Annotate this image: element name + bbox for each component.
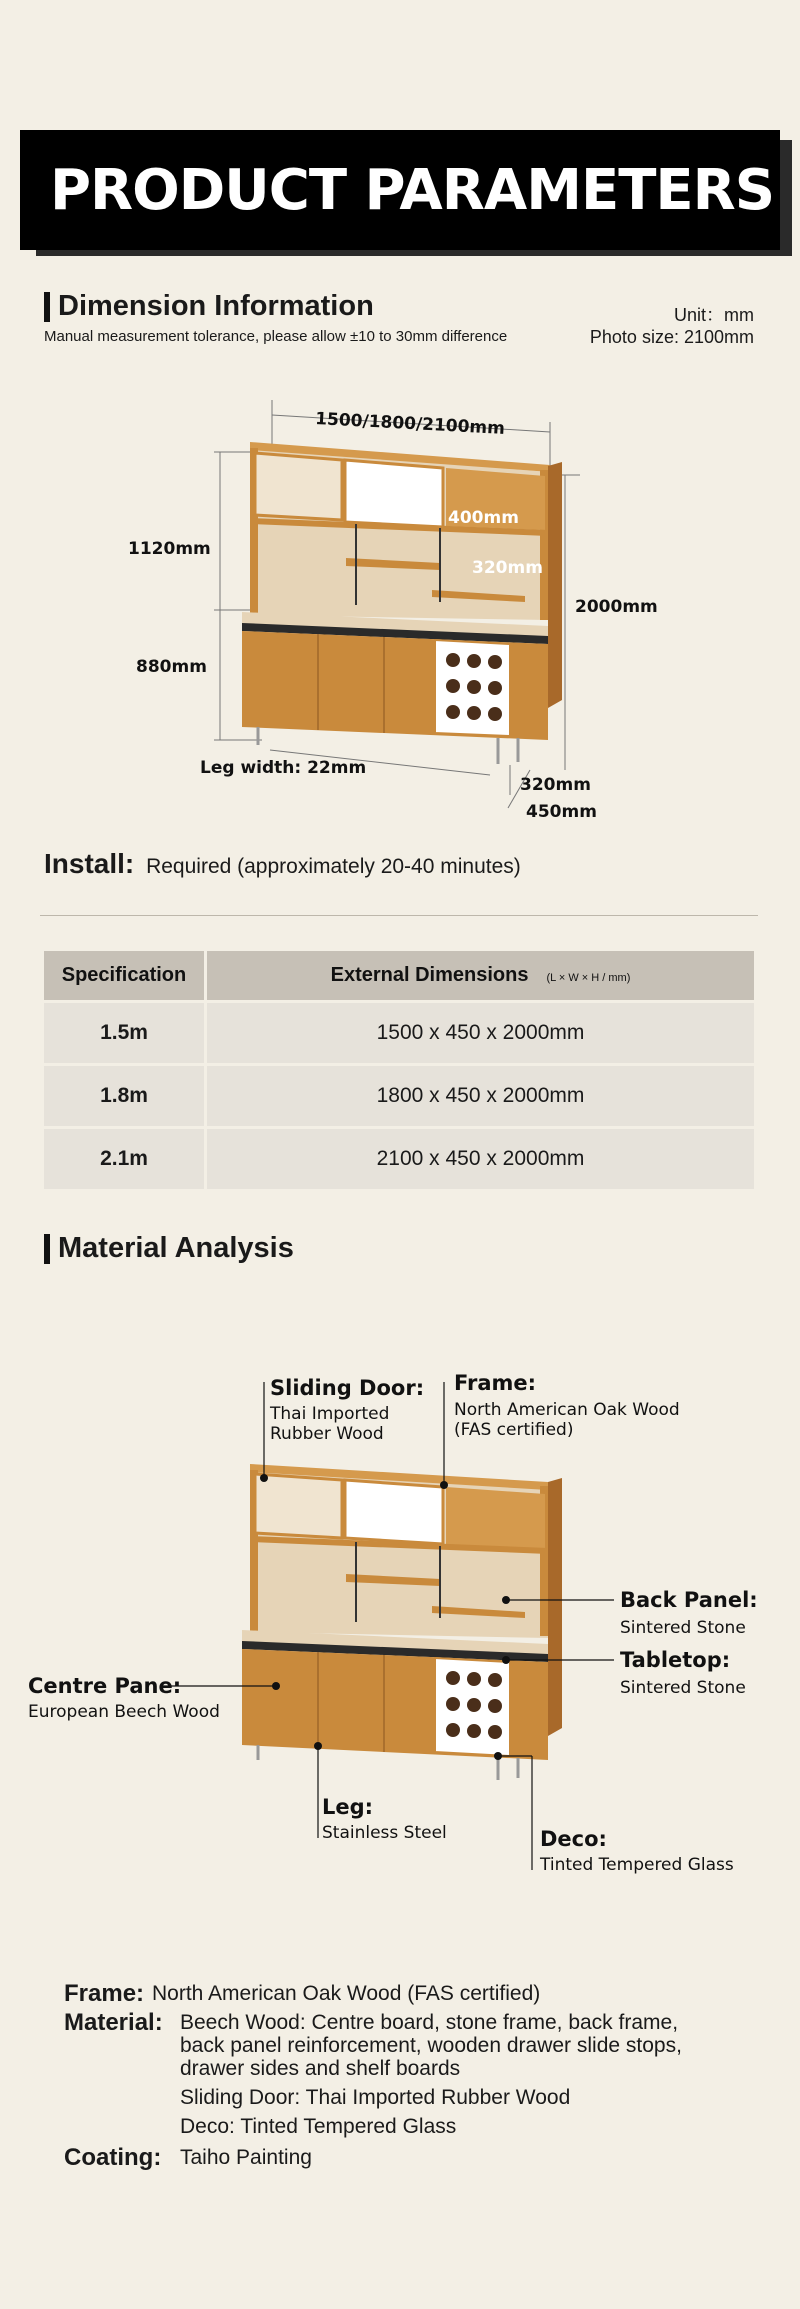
header-banner bbox=[20, 130, 780, 250]
material-section-heading bbox=[44, 1232, 294, 1265]
upper-height-label: 1120mm bbox=[128, 539, 211, 559]
spec-cell: 1.5m bbox=[44, 1002, 206, 1065]
material-details bbox=[64, 1982, 682, 2175]
dimension-title: Dimension Information bbox=[58, 290, 374, 322]
dimension-diagram bbox=[0, 390, 800, 830]
photo-size-text: Photo size: 2100mm bbox=[589, 327, 754, 347]
total-height-label: 2000mm bbox=[575, 597, 658, 617]
tolerance-note: Manual measurement tolerance, please allow ±10 to 30mm difference bbox=[44, 328, 508, 345]
callout-frame-title: Frame: bbox=[454, 1371, 537, 1395]
material-title: Material Analysis bbox=[58, 1232, 294, 1264]
callout-back-panel-text: Sintered Stone bbox=[620, 1618, 746, 1638]
material-text bbox=[180, 2011, 682, 2080]
cabinet-illustration bbox=[242, 442, 562, 764]
dimensions-header-sub: (L × W × H / mm) bbox=[546, 972, 631, 984]
material-line3: drawer sides and shelf boards bbox=[180, 2057, 461, 2080]
unit-text: Unit：mm bbox=[674, 305, 754, 325]
table-row bbox=[44, 1128, 754, 1190]
callout-centre-pane-text: European Beech Wood bbox=[28, 1702, 220, 1722]
install-info bbox=[44, 848, 521, 880]
material-row bbox=[64, 2011, 682, 2080]
callout-deco-text: Tinted Tempered Glass bbox=[540, 1855, 734, 1875]
install-text: Required (approximately 20-40 minutes) bbox=[146, 855, 521, 878]
callout-centre-pane-title: Centre Pane: bbox=[28, 1674, 182, 1698]
frame-row bbox=[64, 1982, 682, 2005]
callout-sliding-door-title: Sliding Door: bbox=[270, 1376, 425, 1400]
shelf-height-label: 400mm bbox=[448, 508, 519, 528]
table-row bbox=[44, 1002, 754, 1065]
heading-bar bbox=[44, 292, 50, 322]
divider bbox=[40, 915, 758, 916]
dimension-section-heading bbox=[44, 290, 374, 323]
sliding-door-line: Sliding Door: Thai Imported Rubber Wood bbox=[180, 2086, 571, 2109]
cabinet-illustration-2 bbox=[242, 1464, 562, 1780]
material-line1: Beech Wood: Centre board, stone frame, back frame, bbox=[180, 2011, 679, 2034]
dims-cell: 1800 x 450 x 2000mm bbox=[206, 1065, 755, 1128]
callout-back-panel-title: Back Panel: bbox=[620, 1588, 758, 1612]
coating-label: Coating: bbox=[64, 2144, 162, 2171]
callout-sliding-door-line1: Thai Imported bbox=[270, 1404, 390, 1424]
page-title: PRODUCT PARAMETERS bbox=[50, 158, 775, 223]
spec-cell: 2.1m bbox=[44, 1128, 206, 1190]
shelf-depth-label: 320mm bbox=[472, 558, 543, 578]
callout-frame-line1: North American Oak Wood bbox=[454, 1400, 680, 1420]
upper-depth-label: 320mm bbox=[520, 775, 591, 795]
frame-label: Frame: bbox=[64, 1980, 145, 2007]
dims-cell: 2100 x 450 x 2000mm bbox=[206, 1128, 755, 1190]
spec-cell: 1.8m bbox=[44, 1065, 206, 1128]
callout-tabletop-title: Tabletop: bbox=[620, 1648, 731, 1672]
frame-text: North American Oak Wood (FAS certified) bbox=[152, 1982, 541, 2005]
lower-depth-label: 450mm bbox=[526, 802, 597, 822]
table-row bbox=[44, 1065, 754, 1128]
lower-height-label: 880mm bbox=[136, 657, 207, 677]
spec-table bbox=[44, 951, 754, 1189]
unit-info bbox=[590, 304, 754, 348]
coating-text: Taiho Painting bbox=[180, 2146, 312, 2169]
callout-frame-line2: (FAS certified) bbox=[454, 1420, 574, 1440]
material-diagram bbox=[0, 1360, 800, 1900]
install-label: Install: bbox=[44, 848, 135, 879]
width-label: 1500/1800/2100mm bbox=[314, 409, 506, 439]
spec-header: Specification bbox=[44, 951, 206, 1002]
dims-cell: 1500 x 450 x 2000mm bbox=[206, 1002, 755, 1065]
callout-sliding-door-line2: Rubber Wood bbox=[270, 1424, 384, 1444]
material-line2: back panel reinforcement, wooden drawer slide stops, bbox=[180, 2034, 682, 2057]
callout-deco-title: Deco: bbox=[540, 1827, 607, 1851]
dimensions-header bbox=[206, 951, 755, 1002]
deco-line: Deco: Tinted Tempered Glass bbox=[180, 2115, 457, 2138]
callout-tabletop-text: Sintered Stone bbox=[620, 1678, 746, 1698]
heading-bar bbox=[44, 1234, 50, 1264]
coating-row bbox=[64, 2146, 682, 2169]
callout-leg-text: Stainless Steel bbox=[322, 1823, 447, 1843]
callout-leg-title: Leg: bbox=[322, 1795, 374, 1819]
leg-width-label: Leg width: 22mm bbox=[200, 758, 367, 778]
dimensions-header-label: External Dimensions bbox=[330, 964, 529, 986]
material-label: Material: bbox=[64, 2009, 163, 2036]
